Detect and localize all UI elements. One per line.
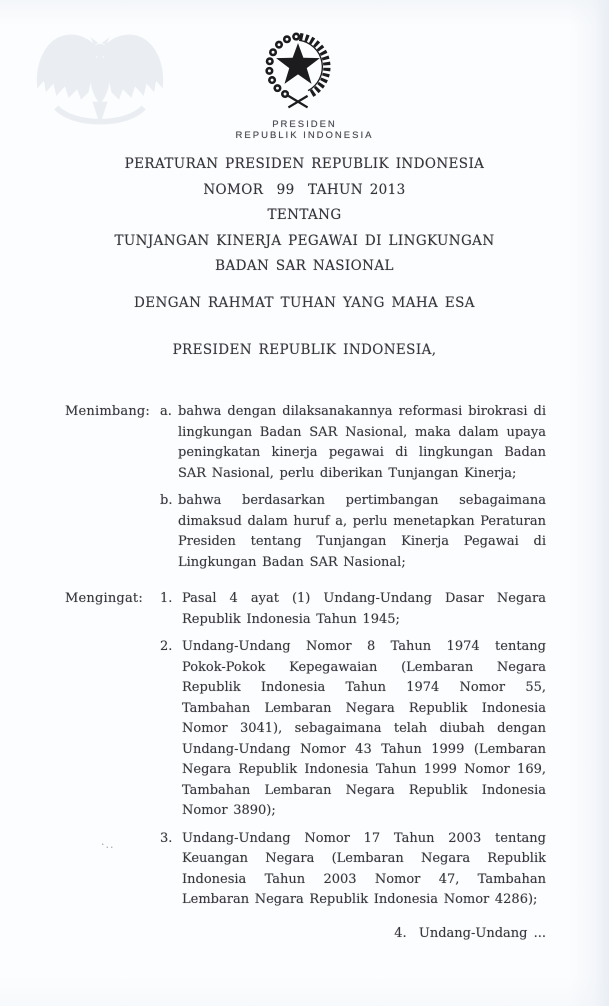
item-text: Pasal 4 ayat (1) Undang-Undang Dasar Negara Republik Indonesia Tahun 1945; (182, 591, 546, 627)
letterhead-line1: PRESIDEN (272, 119, 337, 130)
item-marker: b. (160, 493, 173, 508)
item-marker: a. (160, 404, 172, 419)
recalling-label: Mengingat: (65, 591, 143, 606)
title-subject-line1: TUNJANGAN KINERJA PEGAWAI DI LINGKUNGAN (114, 232, 495, 249)
item-marker: 2. (160, 639, 173, 654)
scan-artifact-mark: ·.. (101, 838, 115, 851)
considering-items (160, 402, 546, 573)
considering-item-b (160, 491, 546, 573)
recalling-section (65, 589, 546, 911)
title-subject-line2: BADAN SAR NASIONAL (215, 258, 394, 274)
recalling-item-3 (160, 829, 546, 911)
recalling-item-1 (160, 589, 546, 630)
clauses (65, 402, 546, 944)
item-text: bahwa berdasarkan pertimbangan sebagaimana dimaksud dalam huruf a, perlu menetapkan Peraturan Presiden tentang Tunjangan Kinerja Pegawai di Lingkungan Badan SAR Nasional; (178, 493, 546, 570)
letterhead (0, 119, 609, 141)
authority-line: PRESIDEN REPUBLIK INDONESIA, (172, 342, 437, 358)
considering-section (65, 402, 546, 573)
invocation-line: DENGAN RAHMAT TUHAN YANG MAHA ESA (134, 295, 475, 311)
considering-item-a (160, 402, 546, 484)
item-text: bahwa dengan dilaksanakannya reformasi birokrasi di lingkungan Badan SAR Nasional, maka dalam upaya peningkatan kinerja pegawai di lingkungan Badan SAR Nasional, perlu diberikan Tunjangan Kinerja; (178, 404, 546, 481)
presidential-star-emblem (250, 26, 346, 114)
item-marker: 3. (160, 830, 173, 846)
considering-label: Menimbang: (65, 404, 151, 419)
title-number: NOMOR 99 TAHUN 2013 (203, 181, 406, 198)
catchword-next-page: 4. Undang-Undang ... (394, 925, 546, 941)
item-text: Undang-Undang Nomor 17 Tahun 2003 tentang Keuangan Negara (Lembaran Negara Republik Indonesia Tahun 2003 Nomor 47, Tambahan Lembaran Negara Republik Indonesia Nomor 4286); (182, 830, 546, 907)
regulation-title (0, 152, 609, 280)
item-text: Undang-Undang Nomor 8 Tahun 1974 tentang Pokok-Pokok Kepegawaian (Lembaran Negara Republik Indonesia Tahun 1974 Nomor 55, Tambahan Lembaran Negara Republik Indonesia Nomor 3041), sebagaimana telah diubah dengan Undang-Undang Nomor 43 Tahun 1999 (Lembaran Negara Republik Indonesia Tahun 1999 Nomor 169, Tambahan Lembaran Negara Republik Indonesia Nomor 3890); (182, 639, 546, 818)
recalling-item-2 (160, 637, 546, 822)
title-tentang: TENTANG (267, 207, 342, 223)
letterhead-line2: REPUBLIK INDONESIA (235, 130, 374, 141)
title-type: PERATURAN PRESIDEN REPUBLIK INDONESIA (124, 156, 485, 172)
recalling-items (160, 589, 546, 911)
item-marker: 1. (160, 591, 173, 606)
